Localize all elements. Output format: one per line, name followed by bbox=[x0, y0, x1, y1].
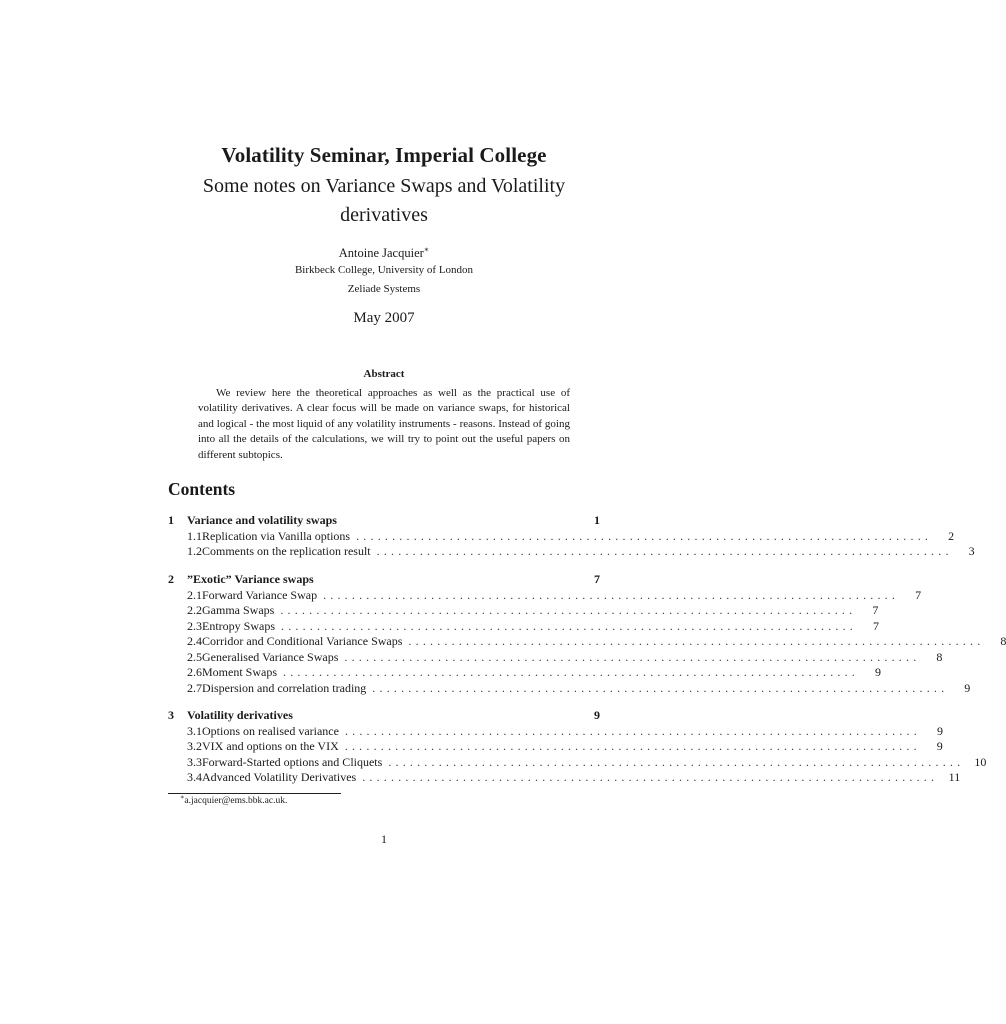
toc-section-title: ”Exotic” Variance swaps bbox=[187, 572, 314, 586]
toc-subsection-number: 2.4 bbox=[187, 634, 202, 648]
toc-subsection[interactable] bbox=[168, 603, 879, 618]
author-affiliation-2: Zeliade Systems bbox=[347, 283, 421, 295]
paper-subtitle: Some notes on Variance Swaps and Volatility derivatives bbox=[202, 175, 566, 226]
toc-subsection-page: 8 bbox=[936, 649, 943, 664]
toc-subsection-number: 2.7 bbox=[187, 680, 202, 695]
toc-subsection[interactable] bbox=[168, 634, 1006, 649]
toc-dot-leader: ................................................................................ bbox=[281, 618, 857, 633]
toc-subsection-page: 2 bbox=[948, 528, 955, 543]
toc-subsection-number: 2.2 bbox=[187, 603, 202, 617]
toc-subsection[interactable] bbox=[168, 587, 922, 603]
toc-subsection[interactable] bbox=[168, 528, 955, 544]
toc-subsection-page: 7 bbox=[915, 587, 922, 602]
toc-subsection-number: 3.4 bbox=[187, 770, 202, 784]
toc-dot-leader: ................................................................................ bbox=[344, 649, 921, 664]
page-number: 1 bbox=[381, 832, 387, 846]
toc-section[interactable] bbox=[168, 513, 600, 528]
author-line bbox=[0, 246, 768, 261]
toc-subsection-title: Forward Variance Swap bbox=[202, 587, 318, 602]
toc-section-page: 7 bbox=[594, 572, 600, 586]
footnote bbox=[180, 793, 288, 806]
toc-subsection-number: 2.3 bbox=[187, 618, 202, 633]
toc-section-page: 1 bbox=[594, 513, 600, 527]
toc-subsection-page: 9 bbox=[936, 723, 943, 738]
toc-subsection[interactable] bbox=[168, 723, 943, 739]
toc-subsection[interactable] bbox=[168, 680, 971, 696]
toc-subsection[interactable] bbox=[168, 649, 943, 665]
toc-subsection-page: 9 bbox=[875, 665, 881, 679]
toc-section-number: 2 bbox=[168, 572, 174, 586]
toc-subsection[interactable] bbox=[168, 618, 879, 634]
toc-dot-leader: ................................................................................ bbox=[362, 770, 939, 784]
toc-subsection[interactable] bbox=[168, 665, 881, 680]
author-name: Antoine Jacquier bbox=[338, 246, 424, 260]
toc-dot-leader: ................................................................................ bbox=[323, 587, 900, 602]
toc-subsection-title: Entropy Swaps bbox=[202, 618, 275, 633]
toc-subsection-page: 7 bbox=[872, 603, 879, 617]
toc-dot-leader: ................................................................................ bbox=[376, 544, 953, 558]
paper-title: Volatility Seminar, Imperial College bbox=[221, 143, 547, 167]
footnote-mark: ∗ bbox=[180, 793, 185, 801]
toc-subsection-title: Gamma Swaps bbox=[202, 603, 275, 617]
toc-subsection-page: 7 bbox=[873, 618, 879, 633]
toc-section-page: 9 bbox=[594, 708, 600, 722]
toc-subsection-title: Generalised Variance Swaps bbox=[202, 649, 339, 664]
toc-section[interactable] bbox=[168, 572, 600, 587]
toc-section-number: 1 bbox=[168, 513, 174, 527]
footnote-divider bbox=[168, 793, 341, 794]
toc-subsection-number: 1.2 bbox=[187, 544, 202, 558]
toc-subsection-page: 8 bbox=[1000, 634, 1006, 648]
toc-subsection-title: Options on realised variance bbox=[202, 723, 339, 738]
toc-subsection-title: Dispersion and correlation trading bbox=[202, 680, 367, 695]
toc-dot-leader: ................................................................................ bbox=[280, 603, 857, 617]
toc-subsection-number: 2.1 bbox=[187, 587, 202, 602]
toc-section-title: Volatility derivatives bbox=[187, 708, 293, 722]
toc-dot-leader: ................................................................................ bbox=[283, 665, 859, 679]
toc-subsection[interactable] bbox=[168, 770, 961, 785]
toc-subsection-page: 9 bbox=[936, 739, 943, 753]
toc-dot-leader: ................................................................................ bbox=[344, 739, 921, 753]
toc-subsection-number: 2.5 bbox=[187, 649, 202, 664]
paper-date: May 2007 bbox=[353, 310, 415, 326]
toc-subsection-title: Advanced Volatility Derivatives bbox=[202, 770, 357, 784]
toc-section[interactable] bbox=[168, 708, 600, 723]
toc-subsection-title: VIX and options on the VIX bbox=[202, 739, 339, 753]
toc-dot-leader: ................................................................................ bbox=[388, 754, 965, 769]
toc-subsection-number: 3.3 bbox=[187, 754, 202, 769]
toc-section-title: Variance and volatility swaps bbox=[187, 513, 337, 527]
toc-dot-leader: ................................................................................ bbox=[372, 680, 949, 695]
toc-subsection-page: 3 bbox=[968, 544, 975, 558]
toc-dot-leader: ................................................................................ bbox=[408, 634, 985, 648]
toc-dot-leader: ................................................................................ bbox=[344, 723, 921, 738]
contents-heading: Contents bbox=[168, 479, 236, 499]
toc-subsection[interactable] bbox=[168, 754, 987, 770]
toc-subsection-number: 1.1 bbox=[187, 528, 202, 543]
toc-subsection-title: Replication via Vanilla options bbox=[202, 528, 351, 543]
toc-subsection-page: 9 bbox=[964, 680, 971, 695]
toc-subsection[interactable] bbox=[168, 544, 975, 559]
toc-subsection-title: Corridor and Conditional Variance Swaps bbox=[202, 634, 403, 648]
toc-section-number: 3 bbox=[168, 708, 174, 722]
toc-subsection-number: 3.1 bbox=[187, 723, 202, 738]
abstract-text: We review here the theoretical approaches as well as the practical use of volatility derivatives. A clear focus will be made on variance swaps, for historical and logical - the most liquid of any volatility instruments - reasons. Instead of going into all the details of the calculations, we will try to point out the useful papers on different subtopics. bbox=[198, 387, 570, 461]
toc-subsection-title: Moment Swaps bbox=[202, 665, 277, 679]
toc-subsection-title: Comments on the replication result bbox=[202, 544, 371, 558]
toc-subsection-page: 11 bbox=[948, 770, 961, 784]
toc-subsection-number: 2.6 bbox=[187, 665, 202, 679]
author-affiliation-1: Birkbeck College, University of London bbox=[294, 264, 474, 276]
toc-subsection-number: 3.2 bbox=[187, 739, 202, 753]
author-footnote-mark: ∗ bbox=[423, 244, 430, 254]
toc-subsection[interactable] bbox=[168, 739, 943, 754]
abstract-heading: Abstract bbox=[363, 368, 405, 380]
toc-dot-leader: ................................................................................ bbox=[356, 528, 933, 543]
toc-subsection-title: Forward-Started options and Cliquets bbox=[202, 754, 383, 769]
toc-subsection-page: 10 bbox=[974, 754, 987, 769]
footnote-text: a.jacquier@ems.bbk.ac.uk. bbox=[184, 796, 288, 806]
